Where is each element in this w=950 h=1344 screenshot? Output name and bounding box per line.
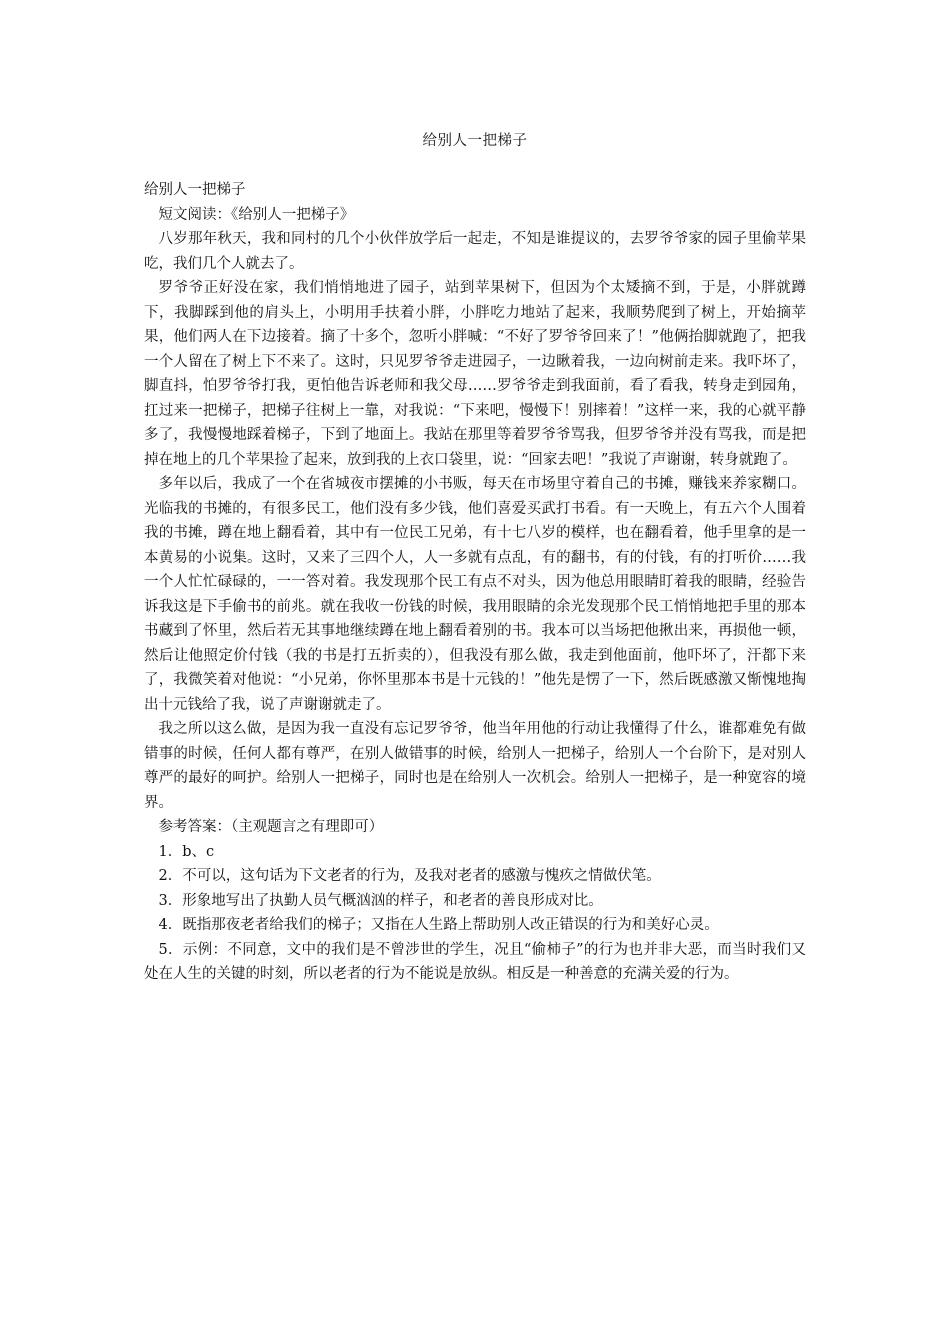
answer-item-5: 5．示例：不同意，文中的我们是不曾涉世的学生，况且“偷柿子”的行为也并非大恶，而当时我们又处在人生的关键的时刻，所以老者的行为不能说是放纵。相反是一种善意的充满关爱的行为。 bbox=[144, 941, 806, 982]
answer-item-3: 3．形象地写出了执勤人员气概汹汹的样子，和老者的善良形成对比。 bbox=[158, 892, 603, 909]
answer-label: 参考答案：（主观题言之有理即可） bbox=[158, 819, 384, 835]
reading-label: 短文阅读：《给别人一把梯子》 bbox=[158, 206, 355, 223]
answer-list bbox=[144, 840, 806, 987]
answer-item-2: 2．不可以，这句话为下文老者的行为，及我对老者的感激与愧疚之情做伏笔。 bbox=[158, 868, 661, 884]
answer-item-1: 1．b、c bbox=[158, 843, 215, 860]
story-paragraph-1: 八岁那年秋天，我和同村的几个小伙伴放学后一起走，不知是谁提议的，去罗爷爷家的园子里偷苹果吃，我们几个人就去了。 bbox=[144, 231, 806, 272]
story-paragraph-2: 罗爷爷正好没在家，我们悄悄地进了园子，站到苹果树下，但因为个太矮摘不到，于是，小胖就蹲下，我脚踩到他的肩头上，小明用手扶着小胖，小胖吃力地站了起来，我顺势爬到了树上，开始摘苹果，他们两人在下边接着。摘了十多个，忽听小胖喊：“不好了罗爷爷回来了！”他俩抬脚就跑了，把我一个人留在了树上下不来了。这时，只见罗爷爷走进园子，一边瞅着我，一边向树前走来。我吓坏了，脚直抖，怕罗爷爷打我，更怕他告诉老师和我父母……罗爷爷走到我面前，看了看我，转身走到园角，扛过来一把梯子，把梯子往树上一靠，对我说：“下来吧，慢慢下！别摔着！”这样一来，我的心就平静多了，我慢慢地踩着梯子，下到了地面上。我站在那里等着罗爷爷骂我，但罗爷爷并没有骂我，而是把掉在地上的几个苹果捡了起来，放到我的上衣口袋里，说：“回家去吧！”我说了声谢谢，转身就跑了。 bbox=[144, 280, 806, 468]
document-title: 给别人一把梯子 bbox=[422, 133, 528, 149]
answer-item-4: 4．既指那夜老者给我们的梯子；又指在人生路上帮助别人改正错误的行为和美好心灵。 bbox=[158, 917, 719, 933]
story-paragraph-3: 多年以后，我成了一个在省城夜市摆摊的小书贩，每天在市场里守着自己的书摊，赚钱来养家糊口。光临我的书摊的，有很多民工，他们没有多少钱，他们喜爱买武打书看。有一天晚上，有五六个人围着我的书摊，蹲在地上翻看着，其中有一位民工兄弟，有十七八岁的模样，也在翻看着，他手里拿的是一本黄易的小说集。这时，又来了三四个人，人一多就有点乱，有的翻书，有的付钱，有的打听价……我一个人忙忙碌碌的，一一答对着。我发现那个民工有点不对头，因为他总用眼睛盯着我的眼睛，经验告诉我这是下手偷书的前兆。就在我收一份钱的时候，我用眼睛的余光发现那个民工悄悄地把手里的那本书藏到了怀里，然后若无其事地继续蹲在地上翻看着别的书。我本可以当场把他揪出来，再损他一顿，然后让他照定价付钱（我的书是打五折卖的），但我没有那么做，我走到他面前，他吓坏了，汗都下来了，我微笑着对他说：“小兄弟，你怀里那本书是十元钱的！”他先是愣了一下，然后既感激又惭愧地掏出十元钱给了我，说了声谢谢就走了。 bbox=[144, 476, 806, 713]
document-body bbox=[144, 178, 806, 987]
document-subtitle: 给别人一把梯子 bbox=[144, 182, 246, 198]
story-paragraph-4: 我之所以这么做，是因为我一直没有忘记罗爷爷，他当年用他的行动让我懂得了什么，谁都难免有做错事的时候，任何人都有尊严，在别人做错事的时候，给别人一把梯子，给别人一个台阶下，是对别人尊严的最好的呵护。给别人一把梯子，同时也是在给别人一次机会。给别人一把梯子，是一种宽容的境界。 bbox=[144, 721, 806, 811]
